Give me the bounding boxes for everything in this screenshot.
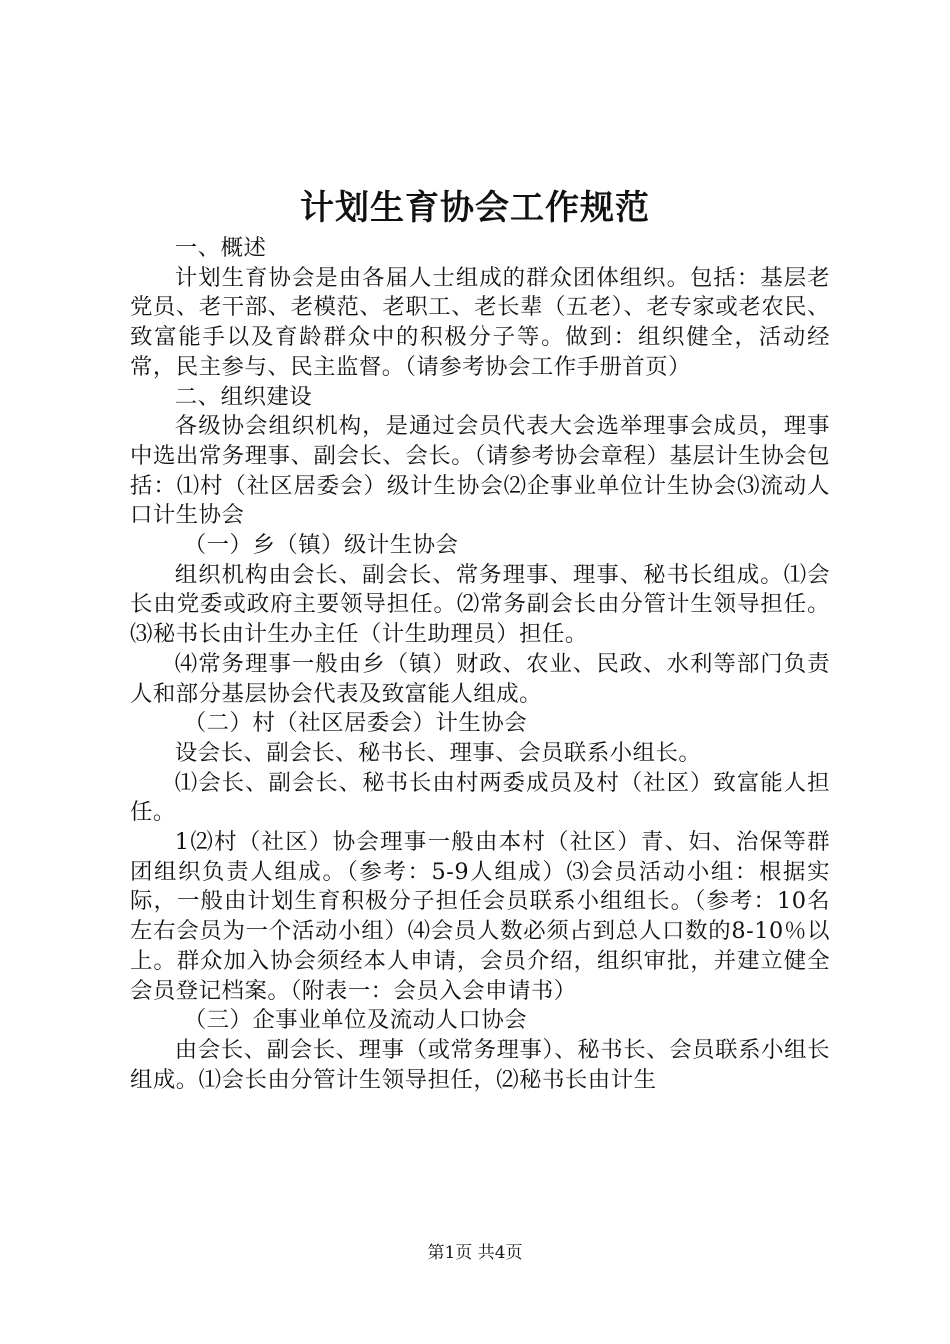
section-heading-organization: 二、组织建设 (174, 383, 313, 410)
document-title: 计划生育协会工作规范 (300, 188, 650, 228)
page-footer: 第1页 共4页 (427, 1243, 523, 1263)
document-body (130, 234, 830, 1095)
section-heading-overview: 一、概述 (174, 235, 267, 261)
subsection-heading-enterprise: （三）企事业单位及流动人口协会 (183, 1007, 528, 1034)
paragraph: ⑴会长、副会长、秘书长由村两委成员及村（社区）致富能人担任。 (130, 769, 830, 826)
paragraph: 计划生育协会是由各届人士组成的群众团体组织。包括：基层老党员、老干部、老模范、老职工、老长辈（五老）、老专家或老农民、致富能手以及育龄群众中的积极分子等。做到：组织健全，活动经常，民主参与、民主监督。（请参考协会工作手册首页） (130, 264, 830, 380)
paragraph: 由会长、副会长、理事（或常务理事）、秘书长、会员联系小组长组成。⑴会长由分管计生领导担任，⑵秘书长由计生 (130, 1036, 830, 1093)
paragraph: ⑷常务理事一般由乡（镇）财政、农业、民政、水利等部门负责人和部分基层协会代表及致富能人组成。 (130, 650, 830, 707)
paragraph: 设会长、副会长、秘书长、理事、会员联系小组长。 (174, 739, 702, 766)
subsection-heading-township: （一）乡（镇）级计生协会 (183, 532, 459, 559)
subsection-heading-village: （二）村（社区居委会）计生协会 (183, 710, 528, 737)
paragraph: 组织机构由会长、副会长、常务理事、理事、秘书长组成。⑴会长由党委或政府主要领导担任。⑵常务副会长由分管计生领导担任。⑶秘书长由计生办主任（计生助理员）担任。 (130, 561, 830, 648)
paragraph: 1⑵村（社区）协会理事一般由本村（社区）青、妇、治保等群团组织负责人组成。（参考：5-9人组成）⑶会员活动小组：根据实际，一般由计划生育积极分子担任会员联系小组组长。（参考：10名左右会员为一个活动小组）⑷会员人数必须占到总人口数的8-10％以上。群众加入协会须经本人申请，会员介绍，组织审批，并建立健全会员登记档案。（附表一：会员入会申请书） (130, 829, 830, 1004)
paragraph: 各级协会组织机构，是通过会员代表大会选举理事会成员，理事中选出常务理事、副会长、会长。（请参考协会章程）基层计生协会包括：⑴村（社区居委会）级计生协会⑵企事业单位计生协会⑶流动人口计生协会 (130, 413, 830, 529)
